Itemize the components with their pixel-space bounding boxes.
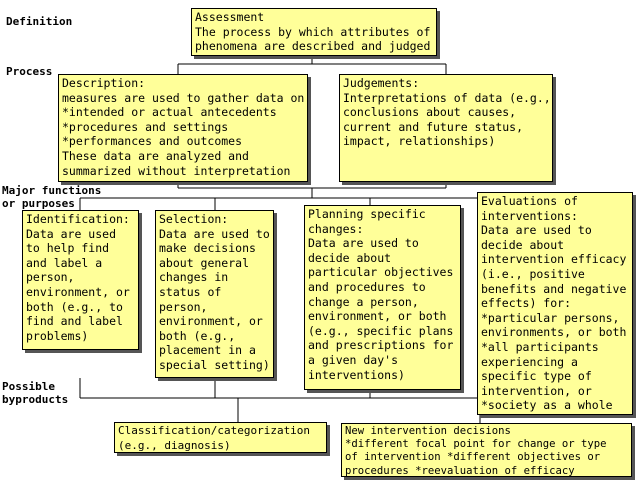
- assessment-box: Assessment The process by which attributes of phenomena are described and judged: [191, 8, 437, 56]
- major-functions-label: Major functions or purposes: [2, 184, 102, 210]
- possible-byproducts-label: Possible byproducts: [2, 380, 69, 406]
- definition-label: Definition: [6, 15, 73, 28]
- classification-box: Classification/categorization (e.g., diagnosis): [114, 422, 327, 453]
- new-intervention-decisions-box: New intervention decisions *different focal point for change or type of intervention *different objectives or procedures *reevaluation of efficacy: [341, 423, 632, 477]
- judgements-box: Judgements: Interpretations of data (e.g., conclusions about causes, current and future status, impact, relationships): [339, 74, 553, 182]
- planning-box: Planning specific changes: Data are used to decide about particular objectives and procedures to change a person, environment, or both (e.g., specific plans and prescriptions for a given day's interventions): [304, 205, 461, 390]
- identification-box: Identification: Data are used to help find and label a person, environment, or both (e.g., to find and label problems): [22, 210, 139, 350]
- description-box: Description: measures are used to gather data on *intended or actual antecedents *procedures and settings *performances and outcomes These data are analyzed and summarized without interpretation: [58, 74, 308, 182]
- process-label: Process: [6, 65, 53, 78]
- evaluations-box: Evaluations of interventions: Data are used to decide about intervention efficacy (i.e., positive benefits and negative effects) for: *particular persons, environments, or both *all participants experiencing a specific type of intervention, or *society as a whole: [477, 192, 633, 415]
- selection-box: Selection: Data are used to make decisions about general changes in status of person, environment, or both (e.g., placement in a special setting): [155, 210, 274, 378]
